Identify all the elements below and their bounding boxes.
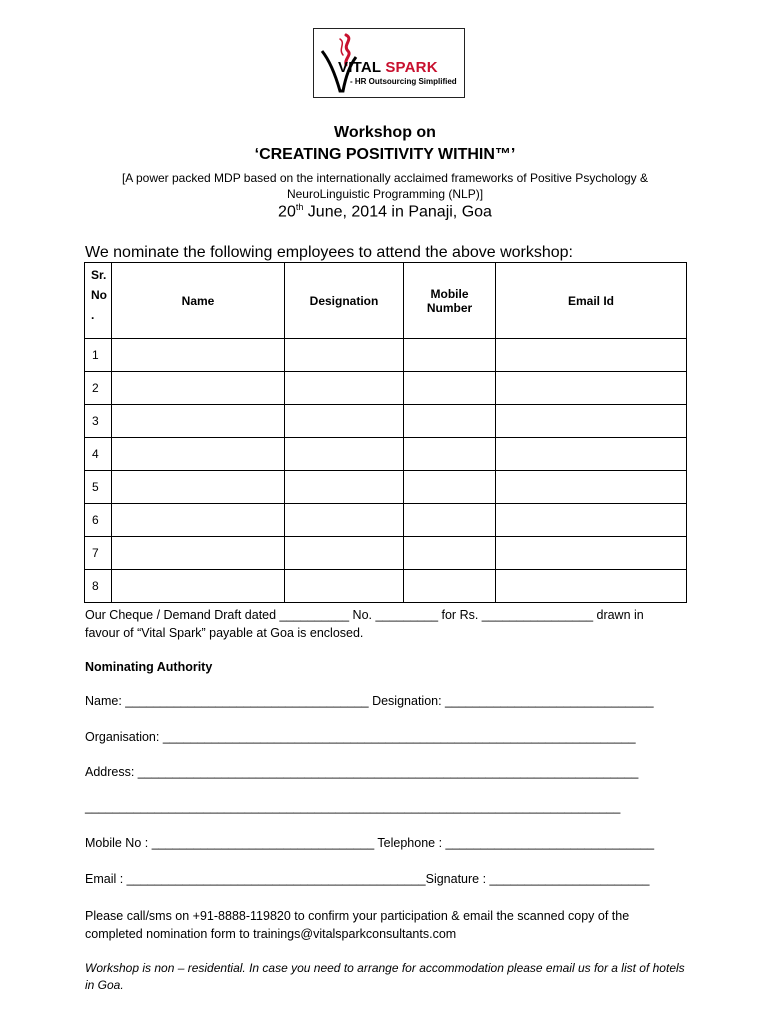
email-cell[interactable] (496, 471, 687, 504)
designation-cell[interactable] (285, 372, 404, 405)
mobile-cell[interactable] (404, 339, 496, 372)
col-header-email: Email Id (496, 263, 687, 339)
table-row (85, 405, 687, 438)
designation-cell[interactable] (285, 471, 404, 504)
email-cell[interactable] (496, 339, 687, 372)
mobile-cell[interactable] (404, 537, 496, 570)
email-signature-field[interactable]: Email : ___________________________________________Signature : _______________________ (85, 872, 650, 886)
nominating-authority-heading: Nominating Authority (85, 660, 213, 674)
mobile-cell[interactable] (404, 504, 496, 537)
row-number: 6 (85, 504, 112, 537)
table-row (85, 471, 687, 504)
workshop-title-line1: Workshop on (334, 124, 436, 141)
row-number: 7 (85, 537, 112, 570)
mobile-cell[interactable] (404, 405, 496, 438)
name-cell[interactable] (112, 339, 285, 372)
nominate-statement: We nominate the following employees to attend the above workshop: (85, 244, 573, 261)
workshop-title-line2: ‘CREATING POSITIVITY WITHIN™’ (254, 146, 516, 163)
accommodation-note: Workshop is non – residential. In case you need to arrange for accommodation please email us for a list of hotels in Goa. (85, 961, 685, 992)
row-number: 1 (85, 339, 112, 372)
logo-brand-name: VITAL SPARK (338, 59, 438, 76)
name-designation-field[interactable]: Name: ___________________________________ Designation: ______________________________ (85, 694, 654, 708)
designation-cell[interactable] (285, 339, 404, 372)
name-cell[interactable] (112, 537, 285, 570)
mobile-cell[interactable] (404, 372, 496, 405)
col-header-name: Name (112, 263, 285, 339)
vital-spark-logo (313, 28, 465, 98)
mobile-telephone-field[interactable]: Mobile No : ________________________________ Telephone : ______________________________ (85, 836, 655, 850)
designation-cell[interactable] (285, 570, 404, 603)
designation-cell[interactable] (285, 504, 404, 537)
table-row (85, 570, 687, 603)
mobile-cell[interactable] (404, 570, 496, 603)
email-cell[interactable] (496, 372, 687, 405)
designation-cell[interactable] (285, 537, 404, 570)
address-line2-field[interactable]: _____________________________________________________________________________ (85, 800, 621, 814)
row-number: 3 (85, 405, 112, 438)
email-cell[interactable] (496, 405, 687, 438)
logo-tagline: - HR Outsourcing Simplified (350, 77, 457, 86)
organisation-field[interactable]: Organisation: ____________________________________________________________________ (85, 730, 636, 744)
table-row (85, 504, 687, 537)
designation-cell[interactable] (285, 405, 404, 438)
name-cell[interactable] (112, 438, 285, 471)
designation-cell[interactable] (285, 438, 404, 471)
mobile-cell[interactable] (404, 471, 496, 504)
email-cell[interactable] (496, 504, 687, 537)
payment-statement: Our Cheque / Demand Draft dated __________ No. _________ for Rs. ________________ drawn in favour of “Vital Spark” payable at Goa is enclosed. (85, 608, 644, 640)
name-cell[interactable] (112, 372, 285, 405)
name-cell[interactable] (112, 405, 285, 438)
name-cell[interactable] (112, 471, 285, 504)
table-header-row (85, 263, 687, 339)
col-header-mobile: Mobile Number (404, 263, 496, 339)
email-cell[interactable] (496, 570, 687, 603)
email-cell[interactable] (496, 438, 687, 471)
table-row (85, 537, 687, 570)
workshop-subtitle: [A power packed MDP based on the internationally acclaimed frameworks of Positive Psychology & NeuroLinguistic Programming (NLP)] (121, 171, 649, 201)
address-field[interactable]: Address: ________________________________________________________________________ (85, 765, 639, 779)
table-row (85, 438, 687, 471)
workshop-date: 20th June, 2014 in Panaji, Goa (278, 202, 492, 221)
name-cell[interactable] (112, 504, 285, 537)
table-row (85, 372, 687, 405)
col-header-sr-no: Sr. No . (85, 263, 112, 339)
row-number: 4 (85, 438, 112, 471)
row-number: 5 (85, 471, 112, 504)
row-number: 8 (85, 570, 112, 603)
mobile-cell[interactable] (404, 438, 496, 471)
email-cell[interactable] (496, 537, 687, 570)
confirmation-instructions: Please call/sms on +91-8888-119820 to confirm your participation & email the scanned copy of the completed nomination form to trainings@vitalsparkconsultants.com (85, 909, 630, 941)
employee-table (84, 262, 687, 603)
row-number: 2 (85, 372, 112, 405)
col-header-designation: Designation (285, 263, 404, 339)
name-cell[interactable] (112, 570, 285, 603)
table-row (85, 339, 687, 372)
